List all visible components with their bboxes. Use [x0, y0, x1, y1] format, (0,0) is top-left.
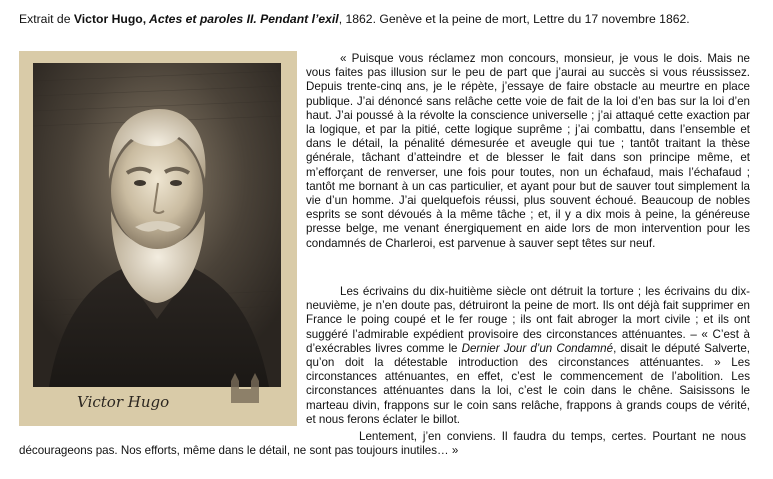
heading-author: Victor Hugo, [73, 12, 147, 26]
paragraph-3: Lentement, j’en conviens. Il faudra du temps, certes. Pourtant ne nous décourageons pas. Nos efforts, même dans le détail, ne sont pas toujours inutiles… » [19, 430, 746, 458]
paragraph-2-part-a: Les écrivains du dix-huitième siècle ont détruit la torture ; les écrivains du dix-neuvième, je n’en doute pas, détruiront la peine de mort. Ils ont déjà fait supprimer en France le poing coupé et le fer rouge ; ils ont fait abroger la mort civile ; et ils ont suggéré l’admirable expédient provisoire des circonstances atténuantes. – « C’est à d’exécrables livres comme le [306, 285, 750, 355]
paragraph-2-book-title: Dernier Jour d’un Condamné [461, 341, 614, 355]
victor-hugo-portrait [19, 51, 297, 426]
paragraph-2 [306, 285, 750, 427]
paragraph-2-part-b: , disait le député Salverte, qu’on doit la détestable introduction des circonstances atténuantes. » Les circonstances atténuantes, en effet, c’est le commencement de l’abolition. Les circonstances atténuantes dans la loi, c’est le coin dans le chêne. Saisissons le marteau divin, frappons sur le coin sans relâche, frappons à grands coups de vérité, et nous ferons éclater le billot. [306, 341, 750, 426]
paragraph-1: « Puisque vous réclamez mon concours, monsieur, je vous le dois. Mais ne vous faites pas illusion sur le peu de part que j’aurai au succès si vous réussissez. Depuis trente-cinq ans, je le répète, j’essaye de faire obstacle au meurtre en place publique. J’ai dénoncé sans relâche cette voie de fait de la loi d’en bas sur la loi d’en haut. J’ai poussé à la révolte la conscience universelle ; j’ai attaqué cette exaction par la logique, et par la pitié, cette logique suprême ; j’ai combattu, dans l’ensemble et dans le détail, la pénalité démesurée et aveugle qui tue ; tantôt traitant la thèse générale, tâchant d’atteindre et de blesser le fait dans son principe même, et m’efforçant de renverser, une fois pour toutes, non un échafaud, mais l’échafaud ; tantôt me bornant à un cas particulier, et ayant pour but de sauver tout simplement la vie d’un homme. J’ai quelquefois réussi, plus souvent échoué. Beaucoup de nobles esprits se sont dévoués à la même tâche ; et, il y a dix mois à peine, la généreuse presse belge, me venant énergiquement en aide lors de mon intervention pour les condamnés de Charleroi, est parvenue à sauver sept têtes sur neuf. [306, 52, 750, 250]
portrait-signature: Victor Hugo [77, 393, 170, 411]
heading-prefix: Extrait de [19, 12, 74, 26]
document-heading [19, 11, 759, 27]
heading-work-title: Actes et paroles II. Pendant l’exil [146, 12, 339, 26]
heading-suffix: , 1862. Genève et la peine de mort, Lettre du 17 novembre 1862. [338, 12, 690, 26]
